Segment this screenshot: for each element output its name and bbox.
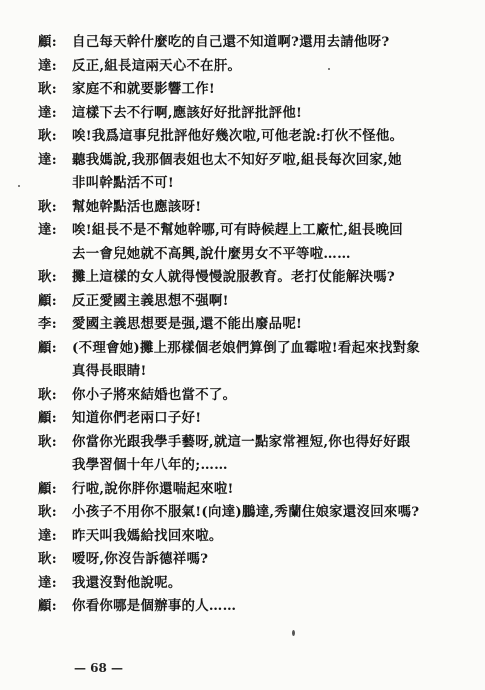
dialogue-line: [38, 55, 458, 79]
speaker-label: 顧:: [38, 598, 57, 614]
speaker-label: 顧:: [38, 339, 57, 356]
dialogue-line: [38, 478, 458, 502]
dialogue-line: [38, 548, 458, 572]
speaker-label: 耿:: [38, 433, 57, 450]
scan-speck: [18, 185, 20, 187]
dialogue-text: 愛國主義思想要是强,還不能出廢品呢!: [72, 316, 303, 332]
scan-speck: [292, 630, 295, 636]
dialogue-text: 聽我媽說,我那個表姐也太不知好歹啦,組長每次回家,她: [72, 151, 402, 168]
dialogue-text: 知道你們老兩口子好!: [72, 410, 202, 426]
dialogue-line: [38, 431, 458, 455]
dialogue-text: 這樣下去不行啊,應該好好批評批評他!: [72, 104, 303, 121]
speaker-label: 耿:: [38, 81, 57, 97]
dialogue-text: 家庭不和就要影響工作!: [72, 81, 216, 97]
dialogue-line: [38, 196, 458, 220]
speaker-label: 耿:: [38, 504, 57, 520]
dialogue-line: [38, 525, 458, 549]
speaker-label: 顧:: [38, 34, 57, 50]
speaker-label: 耿:: [38, 128, 57, 144]
dialogue-text: 真得長眼睛!: [72, 363, 147, 379]
page-number: — 68 —: [74, 661, 124, 675]
dialogue-text: 你看你哪是個辦事的人……: [72, 598, 237, 614]
speaker-label: 顧:: [38, 292, 57, 309]
speaker-label: 李:: [38, 316, 57, 332]
dialogue-text: 小孩子不用你不服氣!(向達)鵬達,秀蘭住娘家還沒回來嗎?: [72, 504, 420, 520]
dialogue-text: 去一會兒她就不高興,說什麼男女不平等啦……: [72, 245, 351, 262]
dialogue-text: 我還沒對他說呢。: [72, 574, 182, 591]
dialogue-line: [38, 407, 458, 431]
dialogue-line-continuation: [38, 172, 458, 196]
dialogue-block: [38, 31, 458, 619]
scan-speck: [328, 68, 330, 70]
dialogue-text: 自己每天幹什麼吃的自己還不知道啊?還用去請他呀?: [72, 34, 390, 50]
dialogue-line: [38, 595, 458, 619]
speaker-label: 達:: [38, 151, 57, 168]
dialogue-line: [38, 501, 458, 525]
dialogue-line-continuation: [38, 243, 458, 267]
dialogue-text: 非叫幹點活不可!: [72, 175, 175, 191]
dialogue-text: 你小子將來結婚也當不了。: [72, 386, 237, 403]
dialogue-line-continuation: [38, 454, 458, 478]
dialogue-text: 你當你光跟我學手藝呀,就這一點家常裡短,你也得好好跟: [72, 433, 411, 450]
dialogue-text: 攤上這樣的女人就得慢慢說服教育。老打仗能解決嗎?: [72, 269, 396, 285]
speaker-label: 耿:: [38, 386, 57, 403]
dialogue-line: [38, 384, 458, 408]
speaker-label: 耿:: [38, 269, 57, 285]
dialogue-line-continuation: [38, 360, 458, 384]
speaker-label: 達:: [38, 57, 57, 74]
speaker-label: 達:: [38, 527, 57, 544]
dialogue-line: [38, 149, 458, 173]
dialogue-text: 昨天叫我媽給找回來啦。: [72, 527, 223, 544]
speaker-label: 耿:: [38, 551, 57, 567]
dialogue-text: 嗳呀,你沒告訴德祥嗎?: [72, 551, 209, 567]
speaker-label: 顧:: [38, 410, 57, 426]
speaker-label: 耿:: [38, 198, 57, 215]
dialogue-text: 唉!組長不是不幫她幹哪,可有時候趕上工廠忙,組長晚回: [72, 222, 403, 238]
dialogue-line: [38, 266, 458, 290]
dialogue-line: [38, 125, 458, 149]
dialogue-text: 幫她幹點活也應該呀!: [72, 198, 202, 215]
dialogue-line: [38, 78, 458, 102]
speaker-label: 達:: [38, 574, 57, 591]
dialogue-line: [38, 219, 458, 243]
dialogue-text: 我學習個十年八年的;……: [72, 457, 228, 473]
dialogue-line: [38, 337, 458, 361]
dialogue-line: [38, 31, 458, 55]
dialogue-line: [38, 290, 458, 314]
speaker-label: 達:: [38, 222, 57, 238]
dialogue-text: 唉!我爲這事兒批評他好幾次啦,可他老說:打伙不怪他。: [72, 128, 404, 144]
dialogue-text: 行啦,說你胖你還喘起來啦!: [72, 480, 234, 497]
dialogue-text: 反正愛國主義思想不强啊!: [72, 292, 229, 309]
speaker-label: 達:: [38, 104, 57, 121]
dialogue-line: [38, 572, 458, 596]
dialogue-text: 反正,組長這兩天心不在肝。: [72, 57, 242, 74]
dialogue-line: [38, 102, 458, 126]
dialogue-text: (不理會她)攤上那樣個老娘們算倒了血霉啦!看起來找對象: [72, 339, 421, 356]
dialogue-line: [38, 313, 458, 337]
speaker-label: 顧:: [38, 480, 57, 497]
